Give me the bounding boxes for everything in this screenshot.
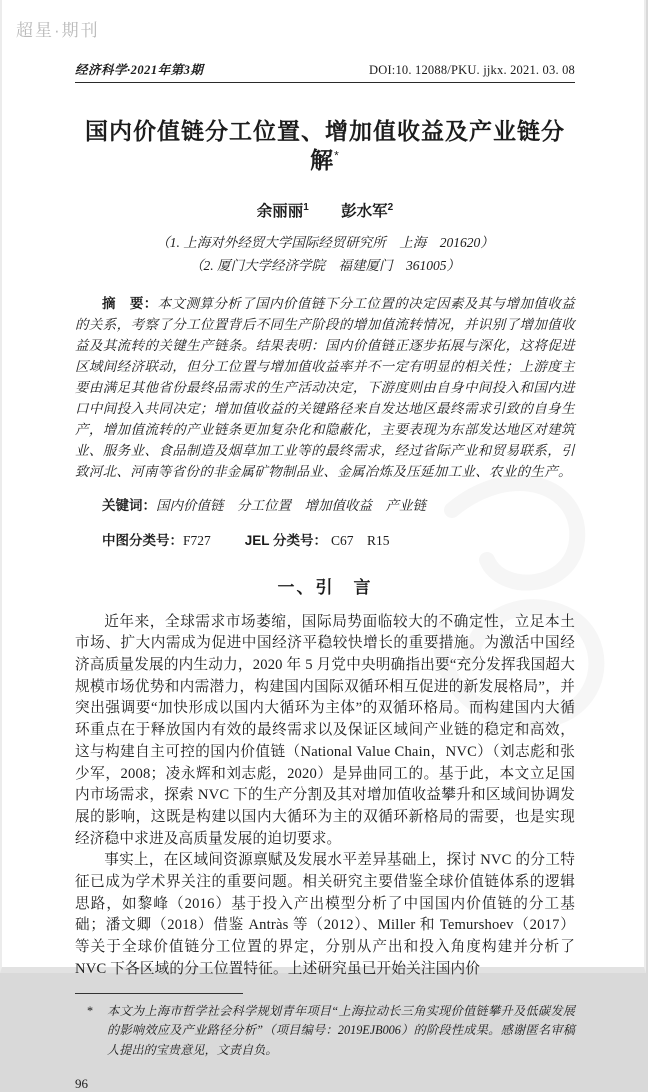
title-footnote-mark: *	[334, 148, 340, 163]
jel-value: C67 R15	[331, 532, 390, 548]
author-2	[341, 203, 393, 220]
clc-label: 中图分类号：	[102, 532, 183, 548]
classification-line	[75, 530, 575, 551]
viewer-brand-watermark: 超星·期刊	[16, 21, 100, 40]
author-2-affil-mark: 2	[387, 201, 394, 213]
doi-label: DOI:10. 12088/PKU. jjkx. 2021. 03. 08	[368, 63, 575, 77]
author-1-name: 余丽丽	[256, 202, 304, 220]
author-2-name: 彭水军	[341, 202, 388, 220]
footnote-mark: *	[87, 1003, 94, 1018]
page-title	[75, 117, 575, 175]
footnote-text: 本文为上海市哲学社会科学规划青年项目“上海拉动长三角实现价值链攀升及低碳发展的影响效应及产业路径分析”（项目编号：2019EJB006）的阶段性成果。感谢匿名审稿人提出的宝贵意见，文责自负。	[107, 1003, 575, 1057]
affiliation-1: （1. 上海对外经贸大学国际经贸研究所 上海 201620）	[156, 234, 494, 250]
author-1	[257, 203, 309, 220]
page-number: 96	[75, 1076, 88, 1092]
article-content	[75, 0, 575, 1092]
affiliation-2: （2. 厦门大学经济学院 福建厦门 361005）	[190, 257, 460, 273]
abstract-text: 本文测算分析了国内价值链下分工位置的决定因素及其与增加值收益的关系，考察了分工位置背后不同生产阶段的增加值流转情况，并识别了增加值收益及其流转的关键生产链条。结果表明：国内价值链正逐步拓展与深化，这将促进区域间经济联动，但分工位置与增加值收益率并不一定有明显的相关性；上游度主要由满足其他省份最终品需求的生产活动决定，下游度则由自身中间投入和国内进口中间投入共同决定；增加值收益的关键路径来自发达地区最终需求引致的自身生产，增加值流转的产业链条更加复杂化和隐蔽化，主要表现为东部发达地区对建筑业、服务业、食品制造及烟草加工业等的最终需求，经过省际产业和贸易联系，引致河北、河南等省份的非金属矿物制品业、金属冶炼及压延加工业、农业的生产。	[75, 295, 576, 479]
journal-issue-label: 经济科学·2021年第3期	[75, 63, 204, 77]
footnote-separator	[75, 993, 243, 994]
keywords-text: 国内价值链 分工位置 增加值收益 产业链	[156, 498, 426, 513]
footnote	[87, 1002, 575, 1061]
affiliations	[75, 231, 575, 277]
journal-header	[75, 0, 575, 83]
body-paragraph-2: 事实上，在区域间资源禀赋及发展水平差异基础上，探讨 NVC 的分工特征已成为学术界关注的重要问题。相关研究主要借鉴全球价值链体系的逻辑思路，如黎峰（2016）基于投入产出模型分析了中国国内价值链的分工基础；潘文卿（2018）借鉴 Antràs 等（2012）、Miller 和 Temurshoev（2017）等关于全球价值链分工位置的界定，分别从产出和投入角度构建并分析了 NVC 下各区域的分工位置特征。上述研究虽已开始关注国内价	[75, 852, 575, 977]
author-1-affil-mark: 1	[303, 201, 309, 213]
clc-value: F727	[183, 532, 211, 548]
abstract-label: 摘 要：	[102, 295, 158, 311]
article-title-text: 国内价值链分工位置、增加值收益及产业链分解	[85, 118, 565, 173]
abstract	[75, 293, 575, 482]
section-heading-introduction: 一、引 言	[277, 577, 373, 597]
keywords-label: 关键词：	[102, 498, 156, 513]
keywords-line	[75, 495, 575, 516]
jel-label: JEL 分类号：	[244, 532, 328, 548]
authors-line	[75, 199, 575, 221]
body-paragraph-1: 近年来，全球需求市场萎缩，国际局势面临较大的不确定性，立足本土市场、扩大内需成为促进中国经济平稳较快增长的重要措施。为激活中国经济高质量发展的内生动力，2020 年 5 月党中央明确指出要“充分发挥我国超大规模市场优势和内需潜力，构建国内国际双循环相互促进的新发展格局”，并突出强调要“加快形成以国内大循环为主体”的双循环格局。而构建国内大循环重点在于释放国内有效的最终需求以及保证区域间产业链的稳定和高效，这与构建自主可控的国内价值链（National Value Chain，NVC）（刘志彪和张少军，2008；凌永辉和刘志彪，2020）是异曲同工的。基于此，本文立足国内市场需求，探索 NVC 下的生产分割及其对增加值收益攀升和区域间协调发展的影响，这既是构建以国内大循环为主的双循环新格局的需要，也是实现经济稳中求进及高质量发展的迫切要求。	[75, 613, 575, 847]
